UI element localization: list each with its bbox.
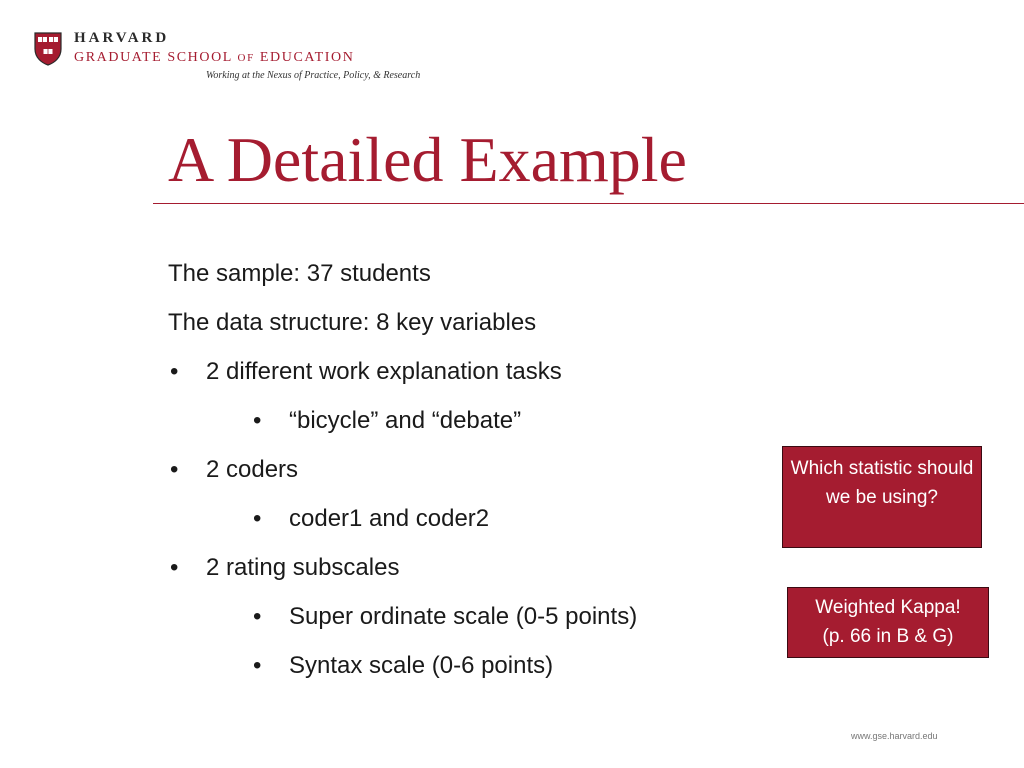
sub-bullet-item: • coder1 and coder2 — [168, 501, 768, 550]
callout-question: Which statistic should we be using? — [782, 446, 982, 548]
harvard-wordmark: HARVARD — [74, 30, 170, 46]
harvard-gse-logo — [34, 30, 454, 90]
slide-title: A Detailed Example — [168, 124, 687, 195]
body-line: The data structure: 8 key variables — [168, 309, 537, 336]
bullet-item: • 2 rating subscales — [168, 550, 768, 599]
harvard-shield-icon — [34, 32, 62, 66]
callout-answer-line: (p. 66 in B & G) — [822, 626, 954, 647]
footer-url: www.gse.harvard.edu — [851, 731, 938, 741]
bullet-item: • 2 different work explanation tasks — [168, 354, 768, 403]
bullet-icon: • — [170, 456, 179, 483]
title-divider — [153, 203, 1024, 204]
callout-answer-line: Weighted Kappa! — [815, 597, 961, 618]
slide-body — [168, 256, 768, 697]
body-line: The sample: 37 students — [168, 260, 431, 287]
gse-wordmark: GRADUATE SCHOOL OF EDUCATION — [74, 50, 355, 65]
bullet-icon: • — [253, 505, 262, 532]
sub-bullet-item: • Syntax scale (0-6 points) — [168, 648, 768, 697]
bullet-icon: • — [253, 603, 262, 630]
sub-bullet-item: • Super ordinate scale (0-5 points) — [168, 599, 768, 648]
logo-tagline: Working at the Nexus of Practice, Policy, & Research — [206, 70, 421, 81]
bullet-icon: • — [170, 358, 179, 385]
bullet-icon: • — [170, 554, 179, 581]
bullet-item: • 2 coders — [168, 452, 768, 501]
bullet-icon: • — [253, 652, 262, 679]
bullet-icon: • — [253, 407, 262, 434]
callout-answer — [787, 587, 989, 658]
sub-bullet-item: • “bicycle” and “debate” — [168, 403, 768, 452]
